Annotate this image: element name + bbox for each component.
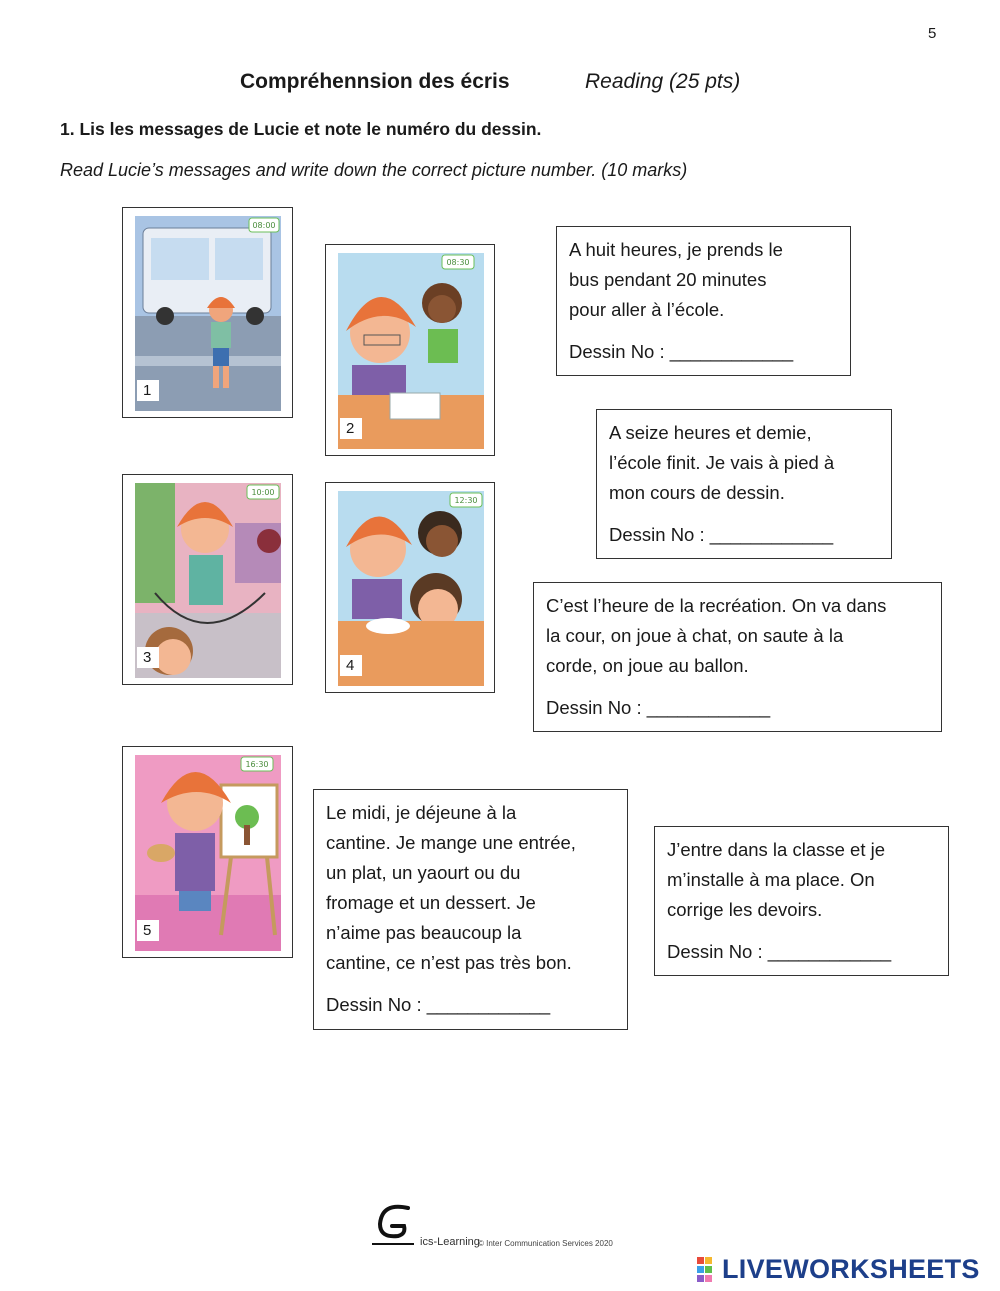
message-box-5: [654, 826, 949, 976]
picture-3-number: 3: [137, 647, 159, 668]
message-5-line-1: J’entre dans la classe et je: [667, 839, 886, 860]
message-box-2: [596, 409, 892, 559]
section-title-en: Reading (25 pts): [585, 70, 741, 93]
picture-2-number: 2: [340, 418, 362, 439]
message-1-line-1: A huit heures, je prends le: [569, 239, 783, 260]
message-4-line-6: cantine, ce n’est pas très bon.: [326, 952, 572, 973]
picture-5-number: 5: [137, 920, 159, 941]
message-box-1: [556, 226, 851, 376]
message-4-line-5: n’aime pas beaucoup la: [326, 922, 522, 943]
clock-5-text: 16:30: [245, 760, 269, 769]
message-2-line-1: A seize heures et demie,: [609, 422, 812, 443]
picture-3: [122, 474, 293, 685]
message-4-line-2: cantine. Je mange une entrée,: [326, 832, 576, 853]
message-5-line-3: corrige les devoirs.: [667, 899, 823, 920]
liveworksheets-cube-icon: [697, 1257, 721, 1283]
message-box-3: [533, 582, 942, 732]
clock-4-text: 12:30: [454, 496, 478, 505]
message-5-line-2: m’installe à ma place. On: [667, 869, 875, 890]
clock-1-text: 08:00: [252, 221, 276, 230]
instruction-en: Read Lucie’s messages and write down the correct picture number. (10 marks): [60, 160, 688, 180]
section-title-fr: Compréhennsion des écris: [240, 70, 510, 93]
picture-4: [325, 482, 495, 693]
message-4-line-3: un plat, un yaourt ou du: [326, 862, 521, 883]
message-3-line-1: C’est l’heure de la recréation. On va dans: [546, 595, 887, 616]
message-1-answer-field[interactable]: Dessin No : ____________: [569, 341, 794, 362]
footer-brand: ics-Learning: [420, 1236, 480, 1248]
footer-copyright: © Inter Communication Services 2020: [478, 1239, 613, 1248]
ics-logo-icon: [370, 1200, 420, 1250]
message-4-line-1: Le midi, je déjeune à la: [326, 802, 517, 823]
picture-1-number: 1: [137, 380, 159, 401]
message-2-answer-field[interactable]: Dessin No : ____________: [609, 524, 834, 545]
liveworksheets-watermark[interactable]: LIVEWORKSHEETS: [722, 1254, 980, 1284]
message-3-line-3: corde, on joue au ballon.: [546, 655, 749, 676]
clock-3-text: 10:00: [251, 488, 275, 497]
message-4-answer-field[interactable]: Dessin No : ____________: [326, 994, 551, 1015]
picture-1: [122, 207, 293, 418]
message-1-line-3: pour aller à l’école.: [569, 299, 725, 320]
picture-5: [122, 746, 293, 958]
message-4-line-4: fromage et un dessert. Je: [326, 892, 536, 913]
message-2-line-2: l’école finit. Je vais à pied à: [609, 452, 835, 473]
message-1-line-2: bus pendant 20 minutes: [569, 269, 767, 290]
message-3-answer-field[interactable]: Dessin No : ____________: [546, 697, 771, 718]
picture-4-number: 4: [340, 655, 362, 676]
clock-2-text: 08:30: [446, 258, 470, 267]
page-number: 5: [928, 25, 937, 42]
message-2-line-3: mon cours de dessin.: [609, 482, 785, 503]
message-3-line-2: la cour, on joue à chat, on saute à la: [546, 625, 844, 646]
message-5-answer-field[interactable]: Dessin No : ____________: [667, 941, 892, 962]
picture-2: [325, 244, 495, 456]
message-box-4: [313, 789, 628, 1030]
instruction-fr: 1. Lis les messages de Lucie et note le numéro du dessin.: [60, 119, 542, 139]
